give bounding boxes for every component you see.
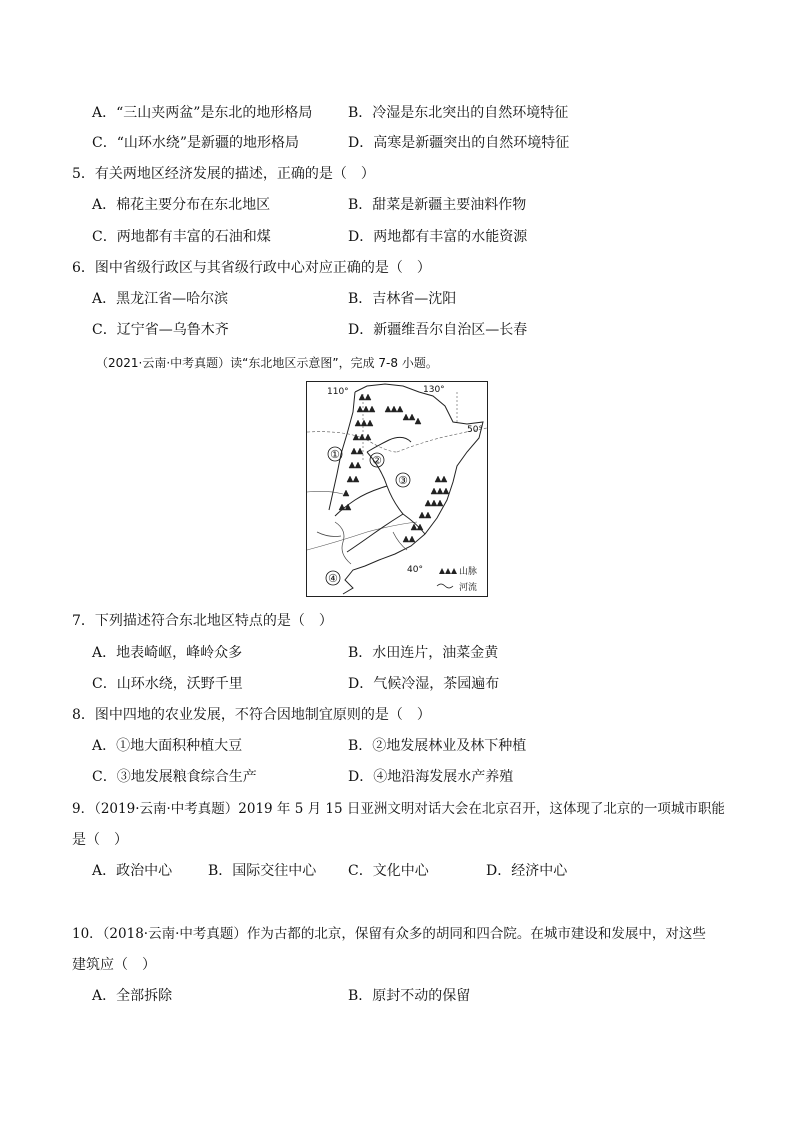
q9-option-d: D．经济中心 <box>486 863 568 879</box>
region-1-label: ① <box>330 448 340 461</box>
question-6-stem: 6．图中省级行政区与其省级行政中心对应正确的是（ ） <box>72 260 431 276</box>
q6-option-a: A．黑龙江省—哈尔滨 <box>92 291 229 307</box>
question-8-stem: 8．图中四地的农业发展，不符合因地制宜原则的是（ ） <box>72 707 431 723</box>
q5-option-b: B．甜菜是新疆主要油料作物 <box>348 197 527 213</box>
q9-option-b: B．国际交往中心 <box>208 863 317 879</box>
region-2-label: ② <box>372 454 382 467</box>
q6-option-c: C．辽宁省—乌鲁木齐 <box>92 322 229 338</box>
option-d: D．高寒是新疆突出的自然环境特征 <box>348 135 570 151</box>
question-5-stem: 5．有关两地区经济发展的描述，正确的是（ ） <box>72 166 375 182</box>
question-7-stem: 7．下列描述符合东北地区特点的是（ ） <box>72 613 333 629</box>
question-10-stem-line1: 10．（2018·云南·中考真题）作为古都的北京，保留有众多的胡同和四合院。在城市建设和发展中，对这些 <box>72 926 706 942</box>
q5-option-c: C．两地都有丰富的石油和煤 <box>92 229 271 245</box>
longitude-110-label: 110° <box>327 387 349 397</box>
region-4-label: ④ <box>328 572 338 585</box>
option-a: A．“三山夹两盆”是东北的地形格局 <box>92 105 313 121</box>
latitude-40-label: 40° <box>407 565 423 575</box>
legend-river-icon <box>437 584 453 588</box>
q8-option-a: A．①地大面积种植大豆 <box>92 738 243 754</box>
q7-option-b: B．水田连片，油菜金黄 <box>348 645 499 661</box>
q10-option-a: A．全部拆除 <box>92 988 173 1004</box>
legend-river-label: 河流 <box>459 583 478 593</box>
latitude-50-label: 50° <box>467 425 483 435</box>
q7-option-a: A．地表崎岖，峰岭众多 <box>92 645 243 661</box>
option-c: C．“山环水绕”是新疆的地形格局 <box>92 135 300 151</box>
legend-mountain-icon <box>439 568 457 574</box>
longitude-130-label: 130° <box>423 385 445 395</box>
question-10-stem-line2: 建筑应（ ） <box>72 957 156 973</box>
map-svg <box>307 382 487 596</box>
q9-option-c: C．文化中心 <box>348 863 429 879</box>
q6-option-b: B．吉林省—沈阳 <box>348 291 457 307</box>
q5-option-a: A．棉花主要分布在东北地区 <box>92 197 271 213</box>
q7-option-c: C．山环水绕，沃野千里 <box>92 676 243 692</box>
question-9-stem-line2: 是（ ） <box>72 832 128 848</box>
legend-mountain-label: 山脉 <box>459 567 478 577</box>
northeast-map <box>306 381 488 597</box>
region-3-label: ③ <box>398 474 408 487</box>
q5-option-d: D．两地都有丰富的水能资源 <box>348 229 528 245</box>
option-b: B．冷湿是东北突出的自然环境特征 <box>348 105 569 121</box>
q8-option-c: C．③地发展粮食综合生产 <box>92 769 257 785</box>
q9-option-a: A．政治中心 <box>92 863 173 879</box>
q8-option-b: B．②地发展林业及林下种植 <box>348 738 527 754</box>
intro-7-8: （2021·云南·中考真题）读“东北地区示意图”，完成 7-8 小题。 <box>96 356 438 370</box>
question-9-stem-line1: 9．（2019·云南·中考真题）2019 年 5 月 15 日亚洲文明对话大会在北京召开，这体现了北京的一项城市职能 <box>72 801 725 817</box>
q6-option-d: D．新疆维吾尔自治区—长春 <box>348 322 528 338</box>
q8-option-d: D．④地沿海发展水产养殖 <box>348 769 514 785</box>
q7-option-d: D．气候冷湿，茶园遍布 <box>348 676 500 692</box>
q10-option-b: B．原封不动的保留 <box>348 988 471 1004</box>
